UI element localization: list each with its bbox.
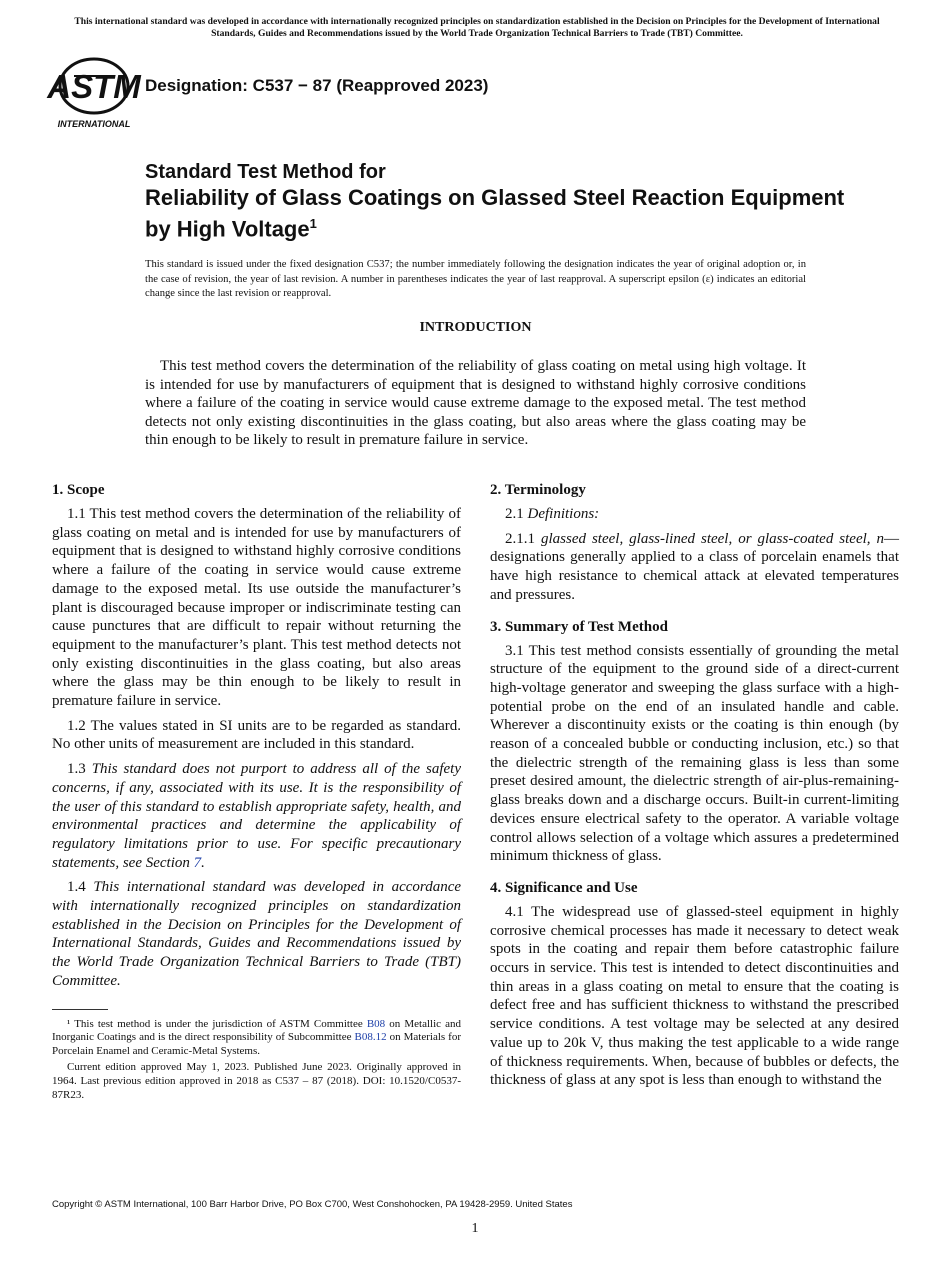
definitions-label: Definitions: xyxy=(527,506,600,522)
logo-text: INTERNATIONAL xyxy=(57,119,131,129)
footnote-edition: Current edition approved May 1, 2023. Published June 2023. Originally approved in 1964. Last previous edition approved in 2018 as C537 – 87 (2018). DOI: 10.1520/C0537-87R23. xyxy=(52,1061,461,1101)
footnote-1-part-a: ¹ This test method is under the jurisdiction of ASTM Committee xyxy=(67,1017,363,1030)
scope-p4 xyxy=(52,878,461,990)
summary-heading: 3. Summary of Test Method xyxy=(490,618,668,635)
terminology-heading: 2. Terminology xyxy=(490,482,586,498)
scope-p3-text: This standard does not purport to address all of the safety concerns, if any, associated with its use. It is the responsibility of the user of this standard to establish appropriate safety, health, and environmental practices and determine the applicability of regulatory limitations prior to use. For specific precautionary statements, see Section xyxy=(52,761,462,871)
footnote-1 xyxy=(52,1018,461,1059)
designation: Designation: C537 − 87 (Reapproved 2023) xyxy=(145,76,489,95)
defined-term: glassed steel, glass-lined steel, or glass-coated steel, n xyxy=(540,530,885,547)
scope-p3: 1.3 This standard does not purport to address all of the safety concerns, if any, associated with its use. It is the responsibility of the user of this standard to establish appropriate safety, health, and environmental practices and determine the applicability of regulatory limitations prior to use. For specific precautionary statements, see Section 7. xyxy=(52,761,462,871)
terminology-p1: 2.1 Definitions: xyxy=(505,506,600,522)
significance-heading: 4. Significance and Use xyxy=(490,879,638,896)
scope-p3-num: 1.3 xyxy=(67,761,86,778)
section-7-link[interactable]: 7 xyxy=(193,854,202,871)
copyright: Copyright © ASTM International, 100 Barr Harbor Drive, PO Box C700, West Conshohocken, PA 19428-2959. United States xyxy=(52,1199,573,1210)
svg-text:ASTM: ASTM xyxy=(47,68,141,105)
scope-p4-num: 1.4 xyxy=(67,879,86,896)
right-column xyxy=(490,480,899,1096)
introduction-text: This test method covers the determination of the reliability of glass coating on metal using high voltage. It is intended for use by manufacturers of equipment that is designed to withstand highly corrosive conditions where a failure of the coating in service would cause extreme damage to the exposed metal. The test method detects not only existing discontinuities in the glass coating, but also areas where the glass coating may be thin enough to be likely to result in premature failure in service. xyxy=(145,358,806,448)
scope-heading: 1. Scope xyxy=(52,482,105,498)
header-notice: This international standard was developed in accordance with internationally recognized principles on standardization established in the Decision on Principles for the Development of International Standards, Guides and Recommendations issued by the World Trade Organization Technical Barriers to Trade (TBT) Committee. xyxy=(74,16,880,39)
title-line-1: Standard Test Method for xyxy=(145,161,386,183)
title-block xyxy=(145,160,845,242)
footnote-1-part-c: on Materials for Porcelain Enamel and Ceramic-Metal Systems. xyxy=(52,1031,462,1057)
title-footnote-mark: 1 xyxy=(309,216,317,231)
subcommittee-b0812-link[interactable]: B08.12 xyxy=(354,1031,387,1044)
term-definition: —designations generally applied to a class of porcelain enamels that have high resistance to chemical attack at elevated temperatures and pressures. xyxy=(490,530,900,603)
significance-p1: 4.1 The widespread use of glassed-steel equipment in highly corrosive chemical processes has made it necessary to detect weak spots in the coating and repair them before catastrophic failure occurs in service. This test is intended to detect discontinuities and thin areas in a glass coating on metal to ensure that the coating is defect free and has sufficient thickness to withstand the prescribed service conditions. A test voltage may be selected at any desired value up to 20k V, thus making the test applicable to a wide range of thickness requirements. When, because of bubbles or defects, the thickness of glass at any spot is less than enough to withstand the xyxy=(490,903,899,1089)
scope-p2: 1.2 The values stated in SI units are to be regarded as standard. No other units of measurement are included in this standard. xyxy=(52,717,461,753)
footnote-1-part-b: on Metallic and Inorganic Coatings and is the direct responsibility of Subcommittee xyxy=(52,1017,461,1044)
title-main: Reliability of Glass Coatings on Glassed Steel Reaction Equipment by High Voltage xyxy=(145,185,845,242)
introduction-heading: INTRODUCTION xyxy=(419,320,532,335)
committee-b08-link[interactable]: B08 xyxy=(366,1017,386,1030)
scope-p4-text: This international standard was developed in accordance with internationally recognized principles on standardization established in the Decision on Principles for the Development of International Standards, Guides and Recommendations issued by the World Trade Organization Technical Barriers to Trade (TBT) Committee. xyxy=(52,879,462,989)
terminology-p2-num: 2.1.1 xyxy=(505,530,535,547)
footnote-divider xyxy=(52,1009,108,1010)
title-line-2 xyxy=(145,185,845,242)
terminology-p2 xyxy=(490,530,899,605)
left-column xyxy=(52,480,461,1105)
astm-logo-icon xyxy=(47,56,141,132)
scope-p1: 1.1 This test method covers the determination of the reliability of glass coating on metal and is intended for use by manufacturers of equipment that is designed to withstand highly corrosive conditions where a failure of the coating in service would cause extreme damage to the exposed metal. Its use outside the manufacturer’s plant is discouraged because improper or indiscriminate testing can cause punctures that are difficult to repair without returning the equipment to the manufacturer’s plant. This test method detects not only existing discontinuities in the glass coating, but also areas where the glass may be thin enough to be likely to result in premature failure in service. xyxy=(52,506,461,710)
summary-p1: 3.1 This test method consists essentially of grounding the metal structure of the equipment to the ground side of a direct-current high-voltage generator and sweeping the glass surface with a high-potential probe on the end of an insulated handle and cable. Wherever a discontinuity exists or the coating is thin enough (by reason of a concealed bubble or conducting inclusion, etc.) so that the dielectric strength of the remaining glass is less than some preset desired amount, the dielectric strength of air-plus-remaining-glass breaks down and a discharge occurs. Built-in current-limiting devices ensure electrical safety to the operator. A variable voltage control allows selection of a voltage which assures a predetermined minimum thickness of glass. xyxy=(490,642,899,865)
issue-note: This standard is issued under the fixed designation C537; the number immediately following the designation indicates the year of original adoption or, in the case of revision, the year of last revision. A number in parentheses indicates the year of last reapproval. A superscript epsilon (ε) indicates an editorial change since the last revision or reapproval. xyxy=(145,259,806,299)
page-number: 1 xyxy=(471,1221,479,1236)
footnotes xyxy=(52,1018,461,1103)
